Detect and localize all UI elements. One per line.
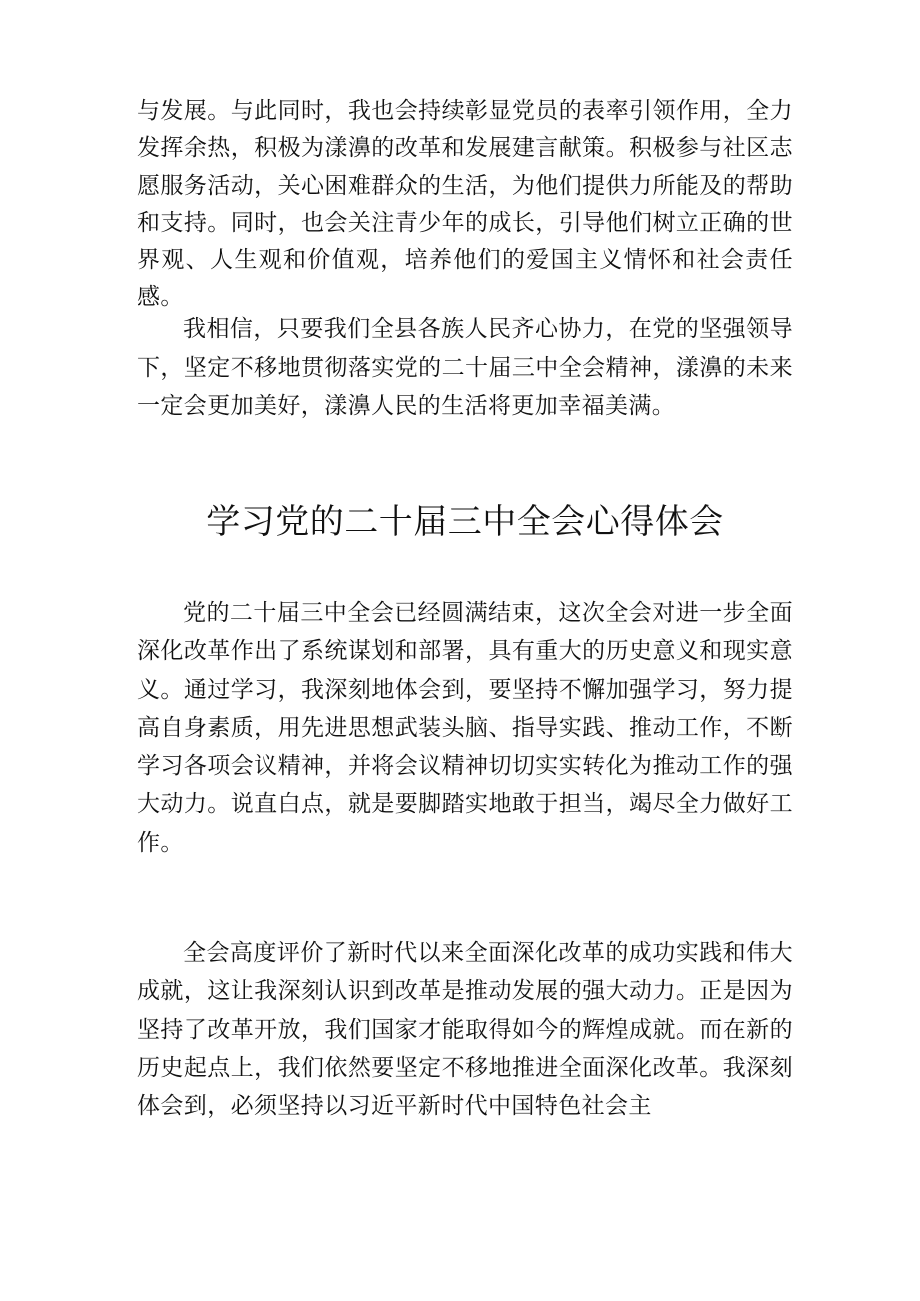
continuation-paragraph: 与发展。与此同时，我也会持续彰显党员的表率引领作用，全力发挥余热，积极为漾濞的改革和发展建言献策。积极参与社区志愿服务活动，关心困难群众的生活，为他们提供力所能及的帮助和支持。同时，也会关注青少年的成长，引导他们树立正确的世界观、人生观和价值观，培养他们的爱国主义情怀和社会责任感。 bbox=[137, 98, 793, 311]
section-title: 学习党的二十届三中全会心得体会 bbox=[206, 502, 724, 542]
body-paragraph-2: 全会高度评价了新时代以来全面深化改革的成功实践和伟大成就，这让我深刻认识到改革是推动发展的强大动力。正是因为坚持了改革开放，我们国家才能取得如今的辉煌成就。而在新的历史起点上，我们依然要坚定不移地推进全面深化改革。我深刻体会到，必须坚持以习近平新时代中国特色社会主 bbox=[137, 940, 793, 1120]
body-paragraph-1: 党的二十届三中全会已经圆满结束，这次全会对进一步全面深化改革作出了系统谋划和部署，具有重大的历史意义和现实意义。通过学习，我深刻地体会到，要坚持不懈加强学习，努力提高自身素质，用先进思想武装头脑、指导实践、推动工作，不断学习各项会议精神，并将会议精神切切实实转化为推动工作的强大动力。说直白点，就是要脚踏实地敢于担当，竭尽全力做好工作。 bbox=[137, 600, 793, 856]
closing-paragraph: 我相信，只要我们全县各族人民齐心协力，在党的坚强领导下，坚定不移地贯彻落实党的二十届三中全会精神，漾濞的未来一定会更加美好，漾濞人民的生活将更加幸福美满。 bbox=[137, 316, 793, 419]
